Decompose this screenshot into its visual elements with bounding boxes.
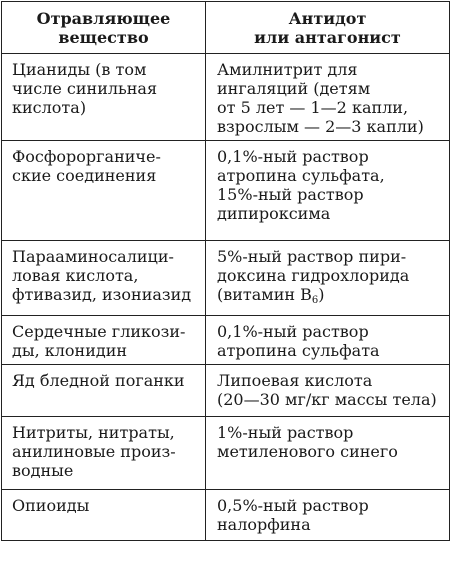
table-row (2, 54, 450, 141)
cell-line: (20—30 мг/кг массы тела) (217, 390, 437, 409)
header-poison (2, 2, 206, 54)
cell-line: Липоевая кислота (217, 371, 373, 390)
cell-line: числе синильная (12, 79, 158, 98)
cell-line: ингаляций (детям (217, 79, 371, 98)
header-poison-line: вещество (58, 27, 149, 47)
table-row (2, 490, 450, 541)
antidote-cell (206, 365, 450, 417)
cell-line: Парааминосалици- (12, 247, 174, 266)
table-row (2, 365, 450, 417)
antidote-cell (206, 417, 450, 490)
cell-line: от 5 лет — 1—2 капли, (217, 98, 409, 117)
cell-line: анилиновые произ- (12, 442, 176, 461)
cell-line: атропина сульфата, (217, 166, 385, 185)
table-header-row (2, 2, 450, 54)
poison-cell (2, 141, 206, 241)
cell-line: Нитриты, нитраты, (12, 423, 175, 442)
poison-cell (2, 490, 206, 541)
cell-line: ды, клонидин (12, 341, 128, 360)
cell-line: 15%-ный раствор (217, 185, 364, 204)
cell-line: Опиоиды (12, 496, 90, 515)
vitamin-subscript: 6 (311, 295, 319, 306)
table-row (2, 241, 450, 316)
poison-cell (2, 241, 206, 316)
cell-line: ские соединения (12, 166, 157, 185)
poison-cell (2, 54, 206, 141)
cell-line: 0,5%-ный раствор (217, 496, 369, 515)
cell-line: метиленового синего (217, 442, 398, 461)
cell-line: водные (12, 461, 74, 480)
cell-line: Яд бледной поганки (12, 371, 185, 390)
antidote-cell (206, 316, 450, 365)
poison-cell (2, 316, 206, 365)
antidote-cell (206, 141, 450, 241)
antidote-cell (206, 241, 450, 316)
table-row (2, 141, 450, 241)
cell-line: Цианиды (в том (12, 60, 147, 79)
vitamin-close: ) (318, 285, 325, 304)
header-antidote-line: или антагонист (254, 27, 401, 47)
antidote-cell (206, 54, 450, 141)
poison-cell (2, 365, 206, 417)
cell-line: кислота) (12, 98, 87, 117)
header-antidote (206, 2, 450, 54)
cell-line: 5%-ный раствор пири- (217, 247, 407, 266)
cell-line: атропина сульфата (217, 341, 380, 360)
cell-line: 0,1%-ный раствор (217, 322, 369, 341)
cell-line: 1%-ный раствор (217, 423, 354, 442)
cell-line: налорфина (217, 515, 311, 534)
cell-line: Амилнитрит для (217, 60, 358, 79)
cell-line: дипироксима (217, 204, 331, 223)
poison-cell (2, 417, 206, 490)
table-row (2, 417, 450, 490)
antidote-cell (206, 490, 450, 541)
cell-line: фтивазид, изониазид (12, 285, 192, 304)
table-row (2, 316, 450, 365)
cell-line: 0,1%-ный раствор (217, 147, 369, 166)
vitamin-text: (витамин B (217, 285, 312, 304)
cell-line: ловая кислота, (12, 266, 139, 285)
cell-line: Фосфорорганиче- (12, 147, 161, 166)
cell-line-vitamin (217, 285, 443, 304)
antidote-table (1, 1, 450, 541)
header-poison-line: Отравляющее (36, 8, 171, 28)
cell-line: доксина гидрохлорида (217, 266, 410, 285)
cell-line: взрослым — 2—3 капли) (217, 117, 424, 136)
header-antidote-line: Антидот (288, 8, 367, 28)
cell-line: Сердечные гликози- (12, 322, 186, 341)
